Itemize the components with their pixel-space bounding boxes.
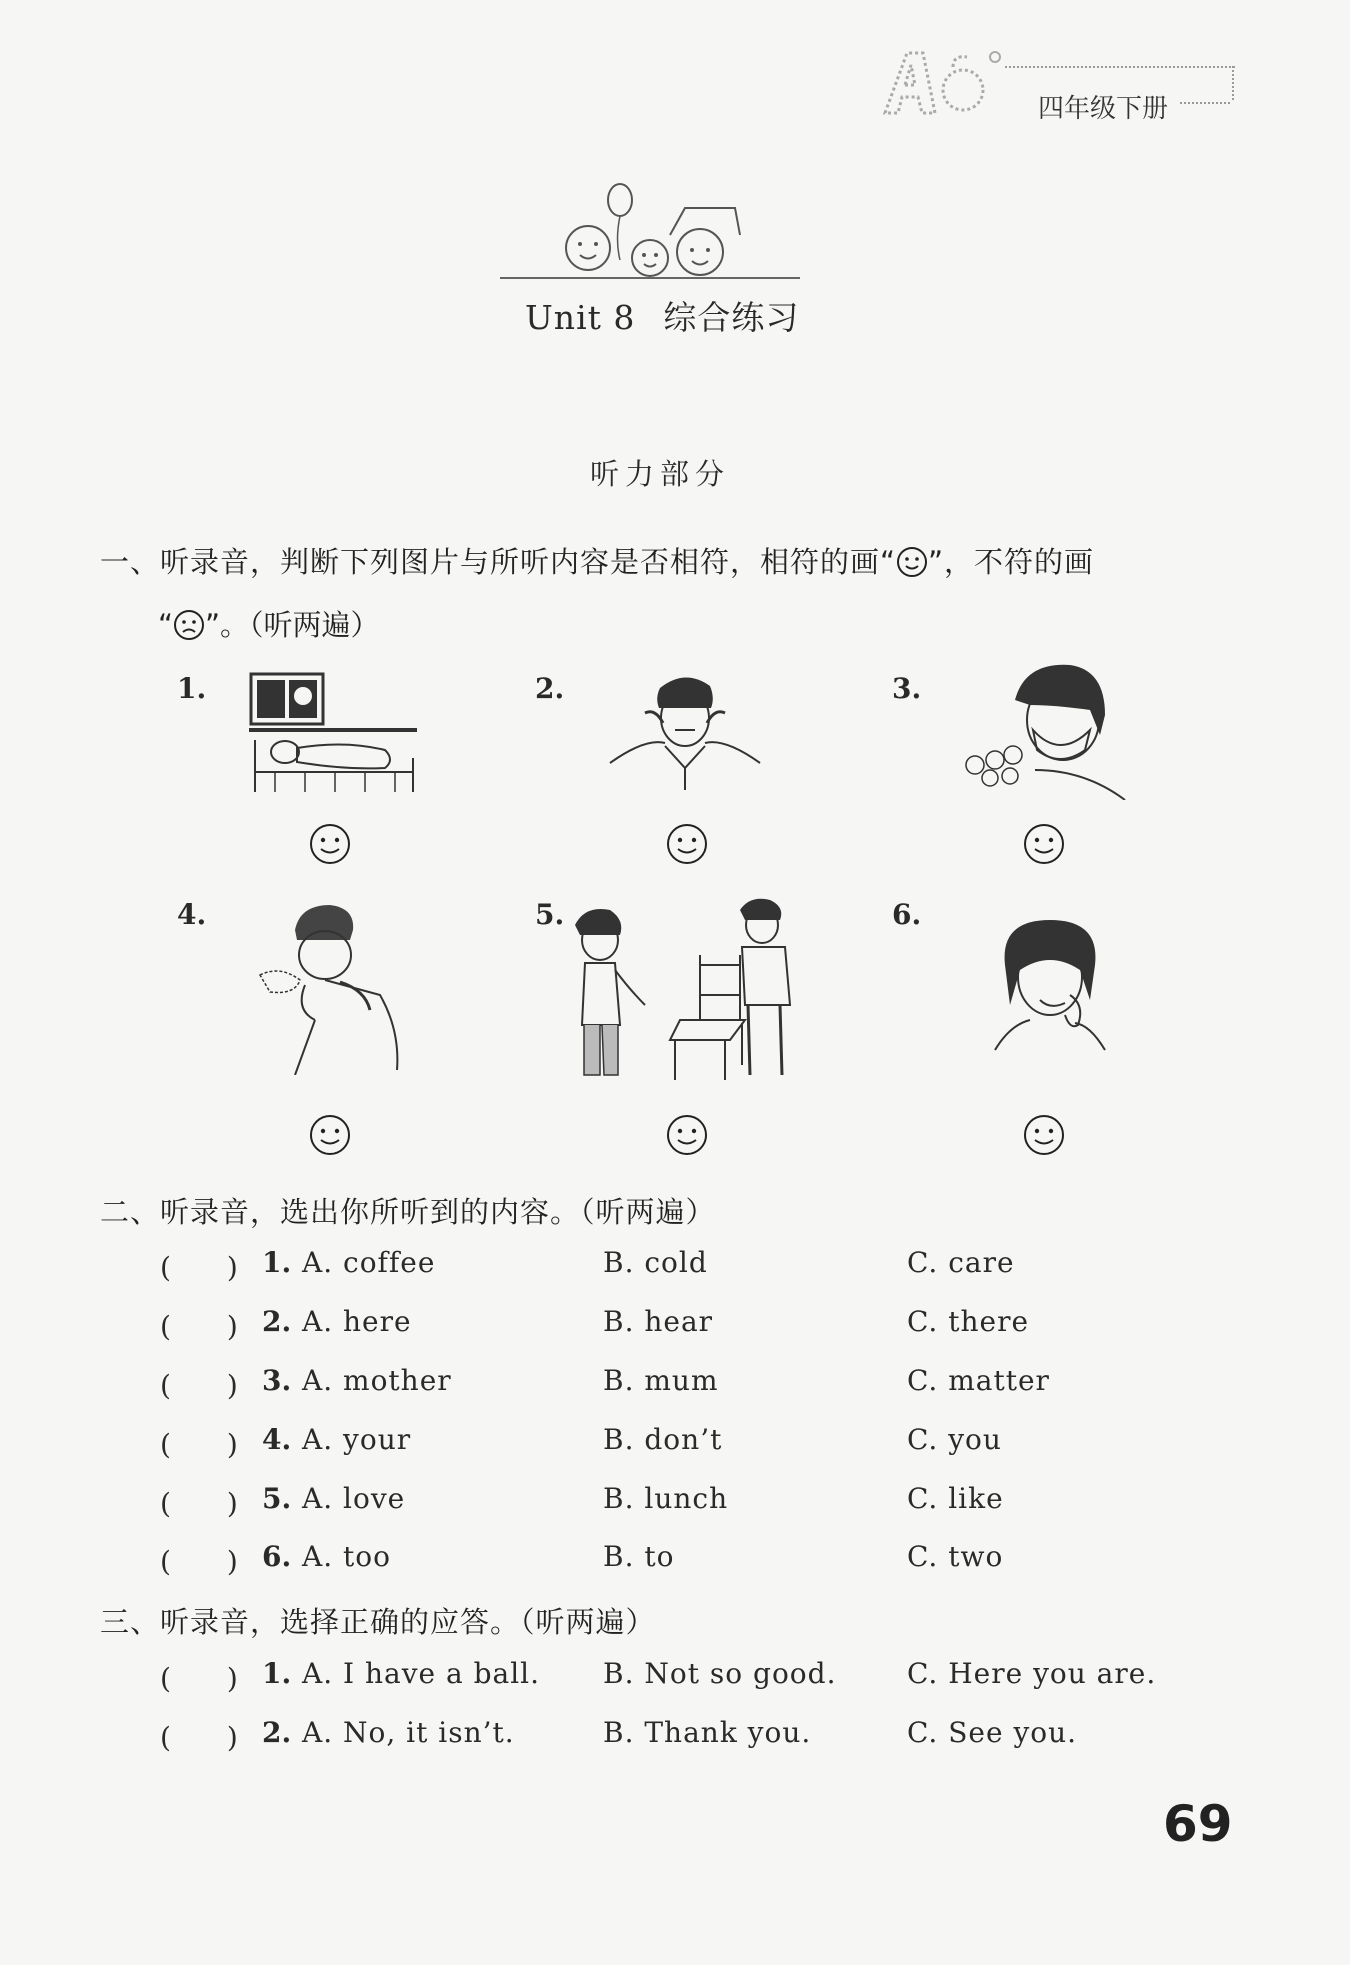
option-a: A. coffee (302, 1246, 436, 1279)
sad-face-icon (173, 609, 205, 641)
row-number: 3. (262, 1364, 292, 1397)
option-c: C. matter (907, 1364, 1050, 1397)
answer-blank[interactable]: ( ) (160, 1310, 238, 1343)
row-number: 1. (262, 1657, 292, 1690)
row-number: 1. (262, 1246, 292, 1279)
option-a: A. your (302, 1423, 412, 1456)
option-b: B. Thank you. (603, 1716, 812, 1749)
answer-blank[interactable]: ( ) (160, 1369, 238, 1402)
option-c: C. like (907, 1482, 1004, 1515)
option-c: C. two (907, 1540, 1004, 1573)
option-b: B. lunch (603, 1482, 729, 1515)
coughing-mask-icon (955, 660, 1135, 800)
option-b: B. Not so good. (603, 1657, 837, 1690)
answer-blank[interactable]: ( ) (160, 1428, 238, 1461)
q1-instruction-line2 (158, 603, 380, 644)
option-b: B. to (603, 1540, 675, 1573)
option-a: A. I have a ball. (302, 1657, 541, 1690)
answer-blank[interactable]: ( ) (160, 1487, 238, 1520)
pic-number: 5. (535, 898, 565, 931)
grade-label: 四年级下册 (1038, 94, 1169, 124)
answer-smiley-face-icon[interactable] (1022, 1113, 1066, 1157)
row-number: 6. (262, 1540, 292, 1573)
answer-blank[interactable]: ( ) (160, 1545, 238, 1578)
option-c: C. there (907, 1305, 1030, 1338)
q2-instruction: 二、听录音，选出你所听到的内容。（听两遍） (100, 1195, 716, 1229)
option-c: C. care (907, 1246, 1015, 1279)
header-underline (1180, 102, 1230, 104)
pic-number: 1. (177, 672, 207, 705)
pic-number: 6. (892, 898, 922, 931)
row-number: 4. (262, 1423, 292, 1456)
option-a: A. mother (302, 1364, 452, 1397)
option-c: C. See you. (907, 1716, 1078, 1749)
q1-instruction-part-a: 一、听录音，判断下列图片与所听内容是否相符，相符的画“ (100, 545, 897, 579)
option-b: B. hear (603, 1305, 714, 1338)
option-b: B. don’t (603, 1423, 723, 1456)
boy-and-chair-icon (570, 895, 810, 1085)
q3-instruction: 三、听录音，选择正确的应答。（听两遍） (100, 1605, 656, 1639)
pic-number: 2. (535, 672, 565, 705)
answer-blank[interactable]: ( ) (160, 1251, 238, 1284)
cold-grandpa-icon (255, 900, 405, 1075)
option-c: C. you (907, 1423, 1002, 1456)
sleeping-in-bed-icon (245, 670, 420, 795)
headache-boy-icon (605, 668, 765, 793)
answer-blank[interactable]: ( ) (160, 1721, 238, 1754)
page-number: 69 (1163, 1795, 1233, 1853)
header-dotted-line (1005, 66, 1235, 68)
q1-instruction-part-b: ”，不符的画 (928, 545, 1095, 579)
ab-logo-icon (875, 45, 1005, 120)
toothache-girl-icon (990, 915, 1110, 1055)
row-number: 2. (262, 1305, 292, 1338)
answer-smiley-face-icon[interactable] (308, 1113, 352, 1157)
unit-name: 综合练习 (663, 298, 800, 337)
option-c: C. Here you are. (907, 1657, 1157, 1690)
row-number: 2. (262, 1716, 292, 1749)
row-number: 5. (262, 1482, 292, 1515)
pic-number: 4. (177, 898, 207, 931)
q1-instruction-part-d: ”。（听两遍） (205, 608, 380, 642)
answer-blank[interactable]: ( ) (160, 1662, 238, 1695)
answer-smiley-face-icon[interactable] (308, 822, 352, 866)
unit-title (525, 292, 827, 339)
option-b: B. mum (603, 1364, 719, 1397)
pic-number: 3. (892, 672, 922, 705)
kids-balloon-illustration-icon (500, 180, 800, 290)
unit-number: Unit 8 (525, 298, 636, 337)
smiley-face-icon (896, 546, 928, 578)
header-dotted-corner (1232, 66, 1234, 100)
q1-instruction (100, 540, 1094, 581)
answer-smiley-face-icon[interactable] (1022, 822, 1066, 866)
section-title: 听力部分 (589, 457, 730, 491)
q1-instruction-part-c: “ (158, 608, 174, 642)
option-a: A. No, it isn’t. (302, 1716, 515, 1749)
answer-smiley-face-icon[interactable] (665, 822, 709, 866)
option-a: A. too (302, 1540, 391, 1573)
answer-smiley-face-icon[interactable] (665, 1113, 709, 1157)
option-b: B. cold (603, 1246, 708, 1279)
option-a: A. here (302, 1305, 412, 1338)
option-a: A. love (302, 1482, 406, 1515)
